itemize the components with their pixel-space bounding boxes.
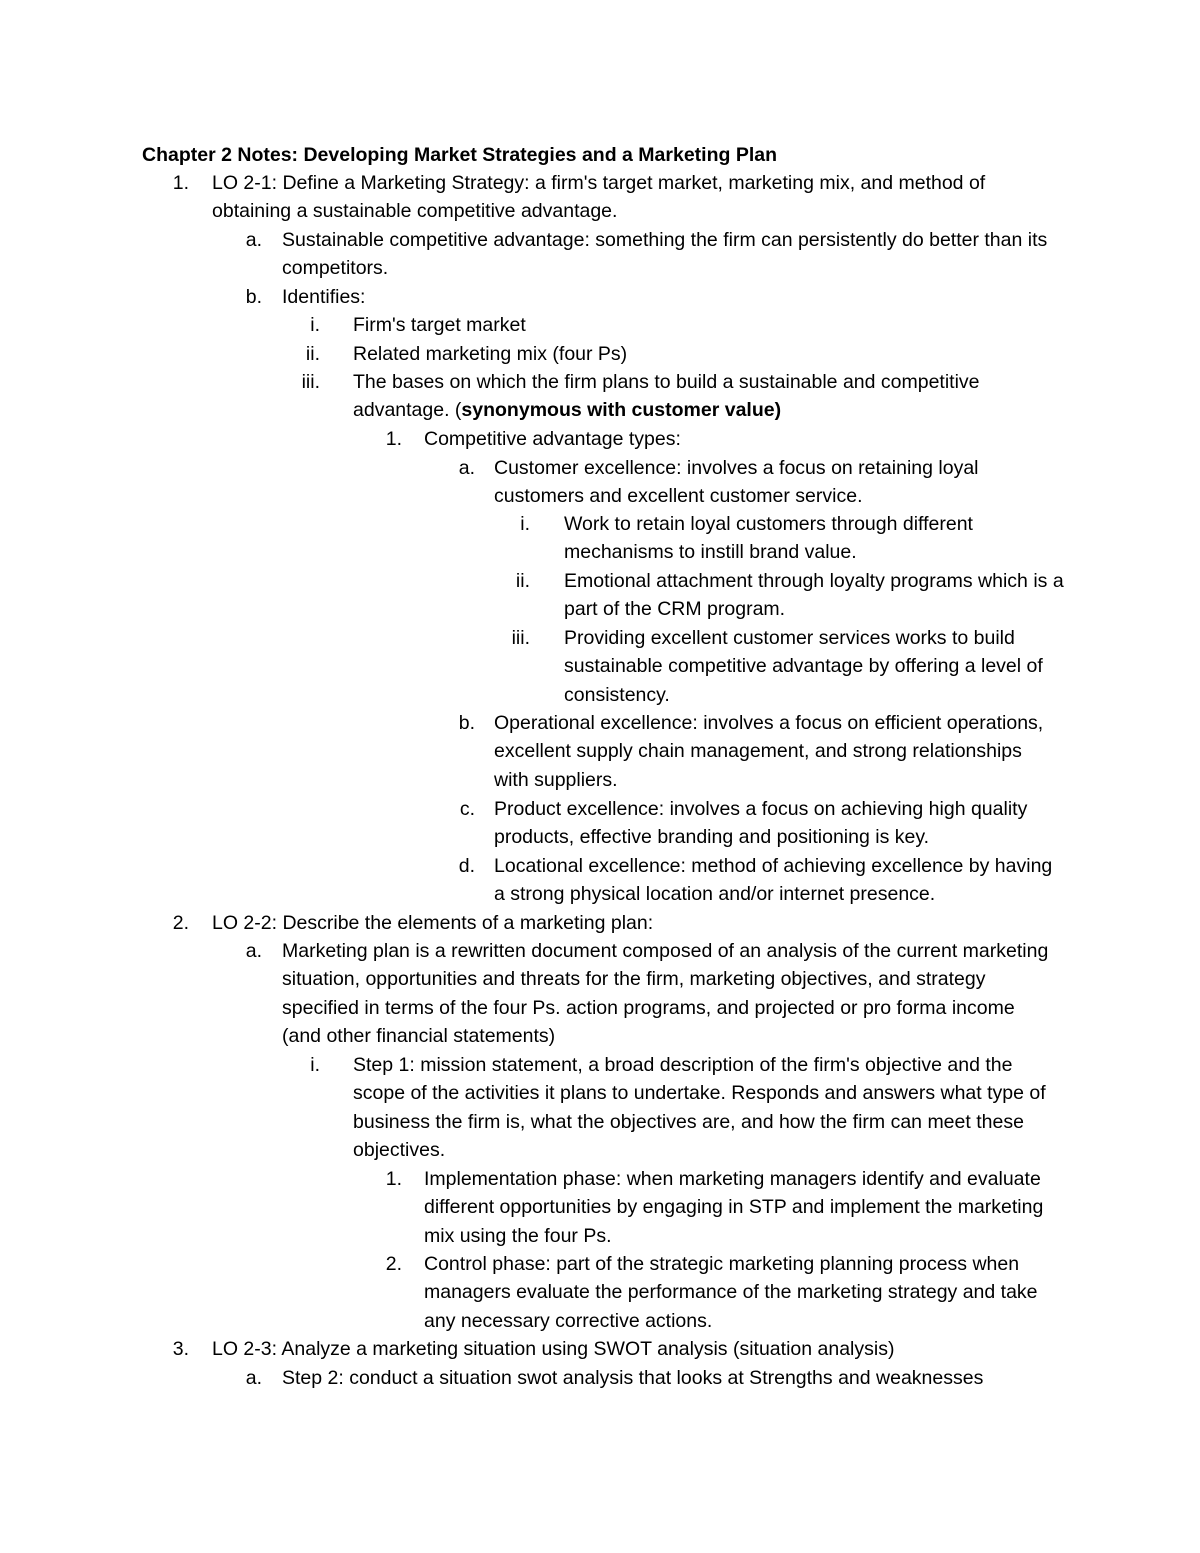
list-item-text: Locational excellence: method of achieving excellence by having a strong physical location and/or internet presence.	[494, 855, 1053, 906]
list-item-text: Step 2: conduct a situation swot analysis that looks at Strengths and weaknesses	[282, 1367, 984, 1389]
list-marker: ii.	[305, 343, 320, 365]
list-marker: ii.	[515, 570, 530, 592]
list-marker: b.	[458, 712, 475, 734]
list-item	[246, 937, 1058, 1051]
list-marker: 1.	[385, 1168, 402, 1190]
list-item-text: Firm's target market	[353, 314, 526, 336]
list-item-text: Implementation phase: when marketing managers identify and evaluate different opportunities by engaging in STP and implement the marketing mix using the four Ps.	[424, 1168, 1044, 1247]
list-item	[246, 226, 1058, 283]
page-title: Chapter 2 Notes: Developing Market Strategies and a Marketing Plan	[142, 144, 777, 166]
list-item-text: Providing excellent customer services works to build sustainable competitive advantage by offering a level of consistency.	[564, 627, 1043, 706]
list-item-text: Control phase: part of the strategic marketing planning process when managers evaluate the performance of the marketing strategy and take any necessary corrective actions.	[424, 1253, 1038, 1332]
list-item-text: Identifies:	[282, 286, 366, 308]
list-item	[385, 425, 1068, 453]
list-item	[459, 454, 1054, 511]
list-marker: a.	[245, 229, 262, 251]
list-item	[490, 510, 1065, 567]
list-item-text: Related marketing mix (four Ps)	[353, 343, 628, 365]
list-marker: a.	[245, 1367, 262, 1389]
list-item	[459, 852, 1054, 909]
list-item	[246, 283, 1058, 311]
list-item	[172, 169, 1055, 226]
list-marker: b.	[245, 286, 262, 308]
list-item-text: Sustainable competitive advantage: something the firm can persistently do better than its competitors.	[282, 229, 1048, 280]
list-marker: c.	[459, 798, 475, 820]
list-item	[172, 1335, 1055, 1363]
list-marker: 2.	[172, 912, 189, 934]
list-item	[385, 1165, 1068, 1250]
list-item-text: LO 2-2: Describe the elements of a marketing plan:	[212, 912, 654, 934]
list-item-text	[353, 368, 1060, 425]
list-marker: 3.	[172, 1338, 189, 1360]
list-item-text: Competitive advantage types:	[424, 428, 681, 450]
list-item	[280, 368, 1060, 425]
list-item-text: Emotional attachment through loyalty programs which is a part of the CRM program.	[564, 570, 1064, 621]
list-item	[172, 909, 1055, 937]
list-marker: i.	[520, 513, 530, 535]
list-item	[246, 1364, 1076, 1392]
list-item	[280, 311, 1060, 339]
list-item	[280, 1051, 1060, 1165]
list-marker: 1.	[172, 172, 189, 194]
emphasis-text: synonymous with customer value)	[461, 399, 782, 422]
list-marker: iii.	[301, 371, 320, 393]
list-item-text: LO 2-3: Analyze a marketing situation using SWOT analysis (situation analysis)	[212, 1338, 895, 1360]
list-marker: iii.	[511, 627, 530, 649]
list-marker: i.	[310, 314, 320, 336]
list-item-text: LO 2-1: Define a Marketing Strategy: a firm's target market, marketing mix, and method of obtaining a sustainable competitive advantage.	[212, 172, 986, 223]
list-item	[459, 795, 1054, 852]
list-marker: a.	[458, 457, 475, 479]
list-marker: 2.	[385, 1253, 402, 1275]
list-item	[490, 624, 1065, 709]
list-marker: a.	[245, 940, 262, 962]
list-item-text: Product excellence: involves a focus on achieving high quality products, effective branding and positioning is key.	[494, 798, 1028, 849]
list-item	[280, 340, 1060, 368]
list-item-text: Work to retain loyal customers through different mechanisms to instill brand value.	[564, 513, 973, 564]
list-item-text-plain: The bases on which the firm plans to build a sustainable and competitive advantage. (	[353, 371, 980, 422]
list-item-text: Step 1: mission statement, a broad description of the firm's objective and the scope of the activities it plans to undertake. Responds and answers what type of business the firm is, what the objectives are, and how the firm can meet these objectives.	[353, 1054, 1046, 1162]
list-item-text: Customer excellence: involves a focus on retaining loyal customers and excellent customer service.	[494, 457, 979, 508]
list-marker: d.	[458, 855, 475, 877]
list-marker: i.	[310, 1054, 320, 1076]
list-item	[490, 567, 1065, 624]
list-item	[459, 709, 1054, 794]
list-item	[385, 1250, 1068, 1335]
list-marker: 1.	[385, 428, 402, 450]
list-item-text: Operational excellence: involves a focus on efficient operations, excellent supply chain management, and strong relationships with suppliers.	[494, 712, 1044, 791]
list-item-text: Marketing plan is a rewritten document composed of an analysis of the current marketing situation, opportunities and threats for the firm, marketing objectives, and strategy specified in terms of the four Ps. action programs, and projected or pro forma income (and other financial statements)	[282, 940, 1049, 1048]
